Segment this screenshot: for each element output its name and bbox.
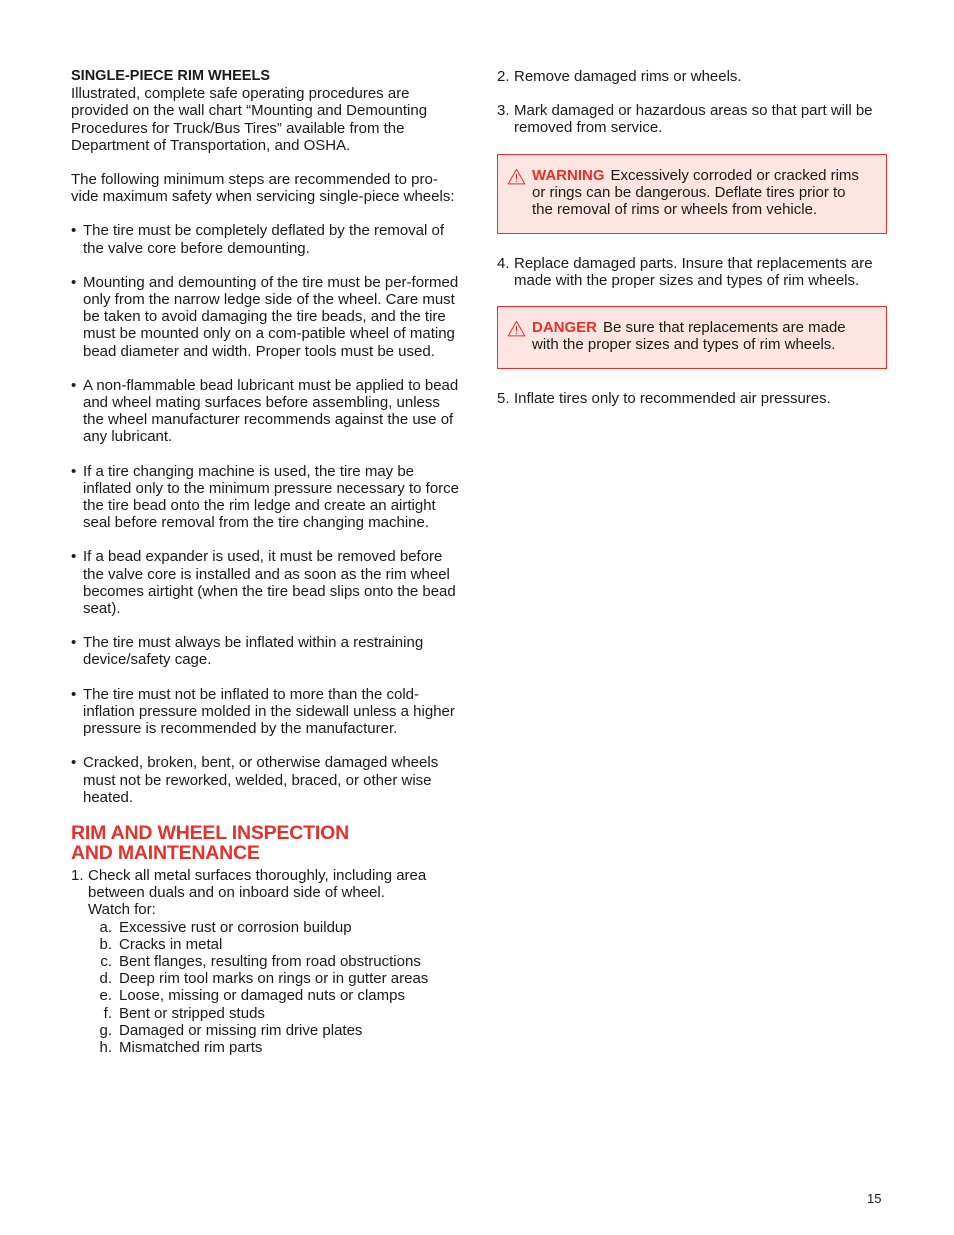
warning-keyword: WARNING xyxy=(532,166,605,184)
step-4 xyxy=(497,255,887,289)
bullet-marker: • xyxy=(71,222,77,240)
step-2 xyxy=(497,68,887,85)
bullet-marker: • xyxy=(71,462,77,480)
bullet-marker: • xyxy=(71,754,77,772)
bullet-item: • The tire must always be inflated within a restraining device/safety cage. xyxy=(71,634,424,669)
step-5 xyxy=(497,390,887,407)
bullet-item: • The tire must be completely deflated by the removal of the valve core before demounting. xyxy=(71,222,445,257)
step-number: 2. xyxy=(497,68,510,85)
page-number: 15 xyxy=(867,1191,882,1206)
subheading-single-piece: SINGLE-PIECE RIM WHEELS xyxy=(71,68,270,84)
danger-box xyxy=(497,306,887,369)
warning-triangle-icon xyxy=(507,320,526,337)
bullet-marker: • xyxy=(71,376,77,394)
step-number: 5. xyxy=(497,390,510,408)
bullet-item: • If a tire changing machine is used, the tire may be inflated only to the minimum pressure necessary to force the tire bead onto the rim ledge and create an airtight seal before removal from the tire changing machine. xyxy=(71,462,460,532)
bullet-item: • Mounting and demounting of the tire must be per-formed only from the narrow ledge side of the wheel. Care must be taken to avoid damaging the tire beads, and the tire must be mounted only on a com-patible wheel of mating bead diameter and width. Proper tools must be used. xyxy=(71,273,459,360)
warning-triangle-icon xyxy=(507,168,526,185)
list-item: c. Bent flanges, resulting from road obstructions xyxy=(100,952,421,970)
bullet-item: • The tire must not be inflated to more than the cold-inflation pressure molded in the sidewall unless a higher pressure is recommended by the manufacturer. xyxy=(71,685,455,738)
step-3-text: Mark damaged or hazardous areas so that part will be removed from service. xyxy=(514,102,873,137)
bullet-item: • A non-flammable bead lubricant must be applied to bead and wheel mating surfaces before assembling, unless the wheel manufacturer recommends against the use of any lubricant. xyxy=(71,376,459,446)
bullet-item: • If a bead expander is used, it must be removed before the valve core is installed and as soon as the rim wheel becomes airtight (when the tire bead slips onto the bead seat). xyxy=(71,548,456,618)
list-item: d. Deep rim tool marks on rings or in gutter areas xyxy=(99,970,429,988)
right-column xyxy=(497,68,887,424)
left-column xyxy=(71,68,461,1056)
list-item: a. Excessive rust or corrosion buildup xyxy=(99,918,352,936)
step-1-text: Check all metal surfaces thoroughly, including area between duals and on inboard side of wheel. xyxy=(88,866,427,902)
watch-for-label: Watch for: xyxy=(88,901,156,919)
watch-for-list xyxy=(71,919,461,1057)
steps-intro-paragraph: The following minimum steps are recommended to pro-vide maximum safety when servicing single-piece wheels: xyxy=(71,171,455,206)
list-item: g. Damaged or missing rim drive plates xyxy=(99,1021,363,1039)
section-heading-inspection: RIM AND WHEEL INSPECTION AND MAINTENANCE xyxy=(71,821,349,864)
danger-keyword: DANGER xyxy=(532,318,598,336)
bullet-marker: • xyxy=(71,273,77,291)
step-number: 1. xyxy=(71,866,84,884)
list-item: h. Mismatched rim parts xyxy=(99,1038,263,1056)
bullet-marker: • xyxy=(71,634,77,652)
step-number: 4. xyxy=(497,255,510,273)
intro-paragraph: Illustrated, complete safe operating procedures are provided on the wall chart “Mounting and Demounting Procedures for Truck/Bus Tires” available from the Department of Transportation, and OSHA. xyxy=(71,85,428,154)
bullet-item: • Cracked, broken, bent, or otherwise damaged wheels must not be reworked, welded, braced, or other wise heated. xyxy=(71,754,439,806)
danger-text: Be sure that replacements are made with the proper sizes and types of rim wheels. xyxy=(532,318,846,353)
step-1 xyxy=(71,867,461,919)
step-4-text: Replace damaged parts. Insure that replacements are made with the proper sizes and types of rim wheels. xyxy=(514,255,873,290)
list-item: e. Loose, missing or damaged nuts or clamps xyxy=(99,987,405,1005)
step-2-text: Remove damaged rims or wheels. xyxy=(514,68,742,85)
list-item: f. Bent or stripped studs xyxy=(103,1004,265,1022)
bullet-marker: • xyxy=(71,548,77,566)
step-number: 3. xyxy=(497,102,510,120)
step-3 xyxy=(497,102,887,136)
bullet-marker: • xyxy=(71,685,77,703)
warning-box xyxy=(497,154,887,235)
step-5-text: Inflate tires only to recommended air pressures. xyxy=(514,390,831,408)
warning-text: Excessively corroded or cracked rims or rings can be dangerous. Deflate tires prior to the removal of rims or wheels from vehicle. xyxy=(532,166,859,219)
list-item: b. Cracks in metal xyxy=(99,935,223,953)
safety-bullet-list xyxy=(71,222,461,805)
